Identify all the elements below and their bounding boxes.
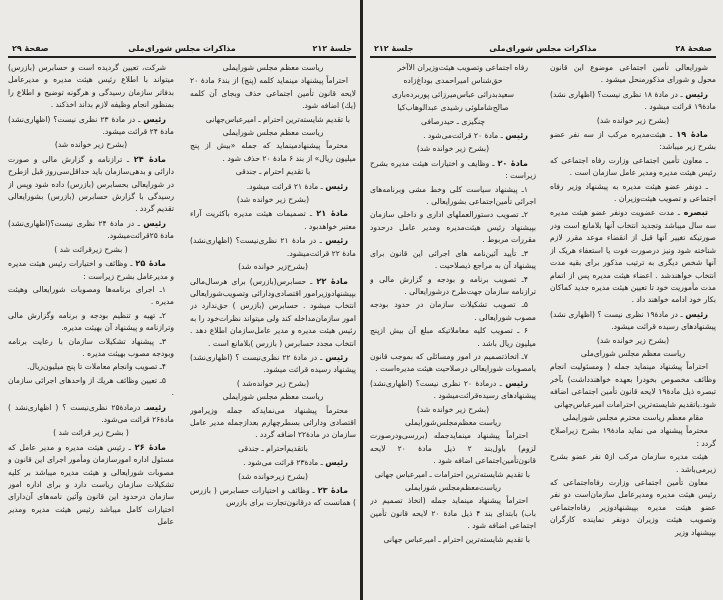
paragraph-text: ۱ـ پیشنهاد سیاست کلی وخط مشی وبرنامه‌های اجرائی تأمین‌اجتماعی بشورایعالی . <box>370 184 536 207</box>
paragraph <box>190 180 356 193</box>
paragraph-text: ( بشرح زیرقرائت شد ) <box>54 244 128 254</box>
session-number: جلسهٔ ۲۱۲ <box>374 44 414 53</box>
paragraph-text: ـ مدت عضویت دونفر عضو هیئت مدیره سه سال میباشد وتجدید انتخاب آنها بلامانع است ودر صورتیکه تغییر آنها قبل از انقضاء موعد مقرر لازم شناخته شود ونیز درصورت فوت یا استعفاء هریک از آنها شخص دیگری به ترتیب مذکور برای بقیه مدت انتخاب خواهندشد . اعضاء هیئت مدیره پس از اتمام مدت مأموریت خود تا تعیین هیئت مدیره جدید کماکان بکار خود ادامه خواهند داد . <box>550 208 716 305</box>
paragraph-text: ـ مادهٔ ۲۰ قرائت‌می‌شود . <box>423 131 506 141</box>
bold-lead: رئیس <box>325 457 348 468</box>
paragraph <box>8 310 174 335</box>
paragraph <box>550 88 716 114</box>
bold-lead: تبصره <box>683 207 708 218</box>
paragraph <box>370 184 536 209</box>
bold-lead: مادهٔ ۲۳ <box>317 485 349 495</box>
paragraph-text: (بشرح زیر خوانده‌شد ) <box>236 378 310 388</box>
paragraph <box>190 456 356 469</box>
paragraph-text: ـ رئیس هیئت مدیره و مدیر عامل که مسئول اداره امورسازمان ومأمور اجرای این قانون و مصوبات شورایعالی و هیئت مدیره میباشد بر کلیه تشکیلات سازمان ریاست دارد و برای اداره امور سازمان درحدود این قانون وآئین نامه‌های آن‌دارای اختیارات کامل میباشد رئیس هیئت مدیره ومدیر عامل <box>8 442 174 527</box>
paragraph <box>370 495 536 532</box>
paragraph <box>550 361 716 411</box>
bold-lead: رئیس <box>505 377 528 388</box>
paragraph-text: ـ وظائف و اختیارات حسابرس ( بازرس ) همانست که درقانون‌تجارت برای بازرس <box>190 486 356 508</box>
centered-line <box>370 102 536 114</box>
paragraph <box>370 377 536 403</box>
bold-lead: مادهٔ ۱۹ <box>676 129 708 140</box>
paragraph-text: (بشرح زیر خوانده شد) <box>596 115 670 125</box>
paragraph <box>550 477 716 539</box>
paragraph-text: سعیدبدرائی عباس‌میرزائی پوربرده‌باری <box>391 89 515 99</box>
paragraph <box>370 209 536 246</box>
paragraph-text: (بشرح زیر خوانده شد) <box>54 140 128 150</box>
paragraph-text: ـ دونفر عضو هیئت مدیره به پیشنهاد وزیر رفاه اجتماعی و تصویب هیئت‌وزیران . <box>550 181 716 204</box>
page-header <box>8 44 356 58</box>
paragraph-text: ـ در مادهٔ ۲۴ نظری نیست؟(اظهاری‌نشد) مادهٔ ۲۵قرائت‌میشود. <box>8 218 174 241</box>
centered-line <box>550 412 716 424</box>
page-header <box>370 44 716 58</box>
paragraph-text: ـ وظائف و اختیارات رئیس هیئت مدیره و مدیرعامل بشرح زیراست : <box>8 259 174 281</box>
paragraph <box>550 451 716 476</box>
paragraph-text: ریاست معظم مجلس شورایملی <box>222 63 324 72</box>
paragraph <box>190 484 356 510</box>
bold-lead: مادهٔ ۲۱ <box>316 208 349 219</box>
paragraph-text: ۱ـ اجرای برنامه‌ها ومصوبات شورایعالی وهیئت مدیره . <box>8 284 174 307</box>
paragraph <box>370 157 536 183</box>
paragraph-text: ـ معاون تأمین اجتماعی وزارت رفاه اجتماعی که رئیس هیئت مدیره ومدیر عامل سازمان است . <box>550 155 716 178</box>
bold-lead: رئیس <box>325 235 348 246</box>
paragraph-text: محترماً پیشنهاد می نماید مادهٔ۱۹ بشرح زیراصلاح گردد : <box>550 426 716 448</box>
bold-lead: مادهٔ ۲۰ <box>497 157 528 168</box>
centered-line <box>370 482 536 494</box>
paragraph-text: (بشرح زیر خوانده شد) <box>416 404 490 414</box>
paragraph-text: چنگیزی ـ حیدرصافی <box>420 116 486 126</box>
bold-lead: مادهٔ ۲۵ <box>135 258 167 269</box>
paragraph-text: ـ در مادهٔ ۲۲ نظری‌نیست ؟ (اظهاری‌نشد) پیشنهاد رسیده قرائت میشود. <box>190 352 356 375</box>
paragraph-text: معاون تأمین اجتماعی وزارت رفاه‌اجتماعی که رئیس هیئت مدیره ومدیرعامل سازمان‌است دو نفر عضو هیئت مدیره بپیشنهادوزیر رفاه‌اجتماعی وتصویب هیئت وزیران دونفر نماینده کارگران بپیشنهاد وزیر <box>550 478 716 537</box>
paragraph-text: با تقدیم احترام ـ جندقی <box>235 167 311 177</box>
paragraph-text: ۶ ـ تصویب کلیه معاملاتیکه مبلغ آن بیش ازپنج میلیون ریال باشد . <box>370 326 536 348</box>
bold-lead: رئیس <box>146 401 166 412</box>
centered-line <box>190 391 356 403</box>
paragraph <box>8 361 174 373</box>
paragraph-text: ـ در مادهٔ ۲۳ نظری نیست؟ (اظهاری‌نشد) مادهٔ ۲۴ قرائت میشود. <box>8 114 174 137</box>
paragraph <box>550 181 716 206</box>
page-number: صفحهٔ ۲۸ <box>675 44 712 53</box>
paragraph-text: رفاه اجتماعی وتصویب هیئت‌وزیران الاآخر <box>397 63 528 72</box>
paragraph-text: با تقدیم شایسته‌ترین احترامات ـ امیرعباس جهانی <box>374 469 530 479</box>
centered-line <box>190 471 356 483</box>
centered-line <box>550 115 716 127</box>
bold-lead: رئیس <box>143 217 166 228</box>
bold-lead: مادهٔ ۲۲ <box>316 275 349 286</box>
paragraph-text: ـ مادهٔ۲۳ قرائت می‌شود . <box>243 458 326 468</box>
signature-line <box>190 114 356 126</box>
bold-lead: رئیس <box>325 351 349 362</box>
paragraph-text: ریاست معظم مجلس شورایملی <box>222 128 324 138</box>
paragraph <box>550 308 716 334</box>
paragraph <box>190 351 356 377</box>
text-column-right <box>550 62 716 562</box>
paragraph <box>8 257 174 283</box>
paragraph-text: با تقدیم شایسته‌ترین احترام ـ امیرعباس جهانی <box>383 534 530 544</box>
paragraph-text: (بشرح‌زیر خوانده شد) <box>238 262 308 272</box>
paragraph-text: ریاست معظم مجلس شورای‌ملی <box>580 348 686 358</box>
paragraph <box>8 441 174 529</box>
paragraph <box>8 153 174 216</box>
paragraph-text: (بشرح زیر خوانده شد) <box>416 144 490 154</box>
paragraph-text: ۳ـ پیشنهاد تشکیلات سازمان با رعایت برنامه وبودجه مصوب بهیئت مدیره . <box>8 336 174 358</box>
page-29 <box>8 0 356 600</box>
centered-line <box>550 348 716 360</box>
centered-line <box>8 139 174 151</box>
paragraph-text: ۳ـ تأیید آئین‌نامه های اجرائی این قانون برای پیشنهاد آن به مراجع ذیصلاحیت . <box>370 248 536 271</box>
paragraph-text: هیئت مدیره سازمان مرکب از۵ نفر عضو بشرح زیرمی‌باشد . <box>550 452 716 474</box>
signature-line <box>370 469 536 481</box>
paragraph-text: ـ حسابرس(بازرس) برای هرسال‌مالی بپیشنهادوزیرامور اقتصادی‌ودارائی وتصویب‌شورایعالی انتخاب میشود . حسابرس (بازرس ) حق‌ندارد در امور سازمان‌مداخله کند ولی میتواند نظرات‌خود را به رئیس هیئت مدیره و مدیر عامل‌سازمان اطلاع دهد . انتخاب مجدد حسابرس ( بازرس )بلامانع است . <box>190 276 356 348</box>
paragraph-text: باتقدیم‌احترام ـ جندقی <box>238 443 308 453</box>
paragraph-text: ـ ترازنامه و گزارش مالی و صورت دارائی و بدهی‌سازمان باید حداقل‌سی‌روز قبل ازطرح در شورایعالی بحسابرس (بازرس) داده شود وپس از رسیدگی با گزارش حسابرس (بازرس) بشورایعالی تقدیم گردد . <box>8 154 174 214</box>
bold-lead: رئیس <box>325 180 348 191</box>
paragraph <box>370 299 536 324</box>
bold-lead: رئیس <box>143 113 167 124</box>
centered-line <box>8 427 174 439</box>
centered-line <box>190 62 356 74</box>
paragraph-text: (بشرح زیر خوانده شد) <box>596 335 670 345</box>
paragraph-text: ۵ـ تعیین وظائف هریك از واحدهای اجرائی سازمان . <box>8 375 174 398</box>
bold-lead: مادهٔ ۲۶ <box>134 441 166 452</box>
paragraph <box>8 284 174 309</box>
paragraph-text: ـ در مادهٔ ۱۸ نظری نیست؟ (اظهاری نشد) مادهٔ۱۹ قرائت میشود . <box>550 89 716 112</box>
paragraph <box>190 140 356 165</box>
page-28 <box>370 0 716 600</box>
paragraph <box>550 155 716 180</box>
paragraph <box>370 248 536 273</box>
centered-line <box>190 378 356 390</box>
paragraph-text: ( بشرح زیر قرائت شد ) <box>53 428 129 438</box>
centered-line <box>370 417 536 429</box>
signature-line <box>370 534 536 546</box>
paragraph-text: ـ مادهٔ ۲۱ قرائت میشود. <box>246 181 326 191</box>
paragraph-text: شورایعالی تأمین اجتماعی موضوع این قانون محول و شورای مذکورمنحل میشود . <box>550 63 716 85</box>
paragraph <box>550 62 716 87</box>
centered-line <box>8 244 174 256</box>
paragraph-text: ـ وظایف و اختیارات هیئت مدیره بشرح زیراست : <box>370 158 536 181</box>
paragraph <box>8 375 174 400</box>
paragraph <box>370 430 536 467</box>
page-spine-divider <box>360 0 363 600</box>
paragraph-text: ـ درمادهٔ ۲۰ نظری نیست؟ (اظهاری‌نشد) پیشنهادهای رسیده‌قرائت‌میشود . <box>370 378 536 401</box>
paragraph-text: شرکت، تعیین گردیده است و حسابرس (بازرس) میتواند با اطلاع رئیس هیئت مدیره و مدیرعامل بدفاتر سازمان رسیدگی و هرگونه توضیح و اطلاع را بمنظور انجام وظیفه لازم بداند اخذکند . <box>8 63 174 110</box>
paragraph-text: ۴ـ تصویب برنامه و بودجه و گزارش مالی و ترازنامه سازمان جهت‌طرح درشورایعالی . <box>370 274 536 296</box>
paragraph <box>370 274 536 299</box>
paragraph-text: حق‌شناس امیراحمدی بوداغ‌زاده <box>403 76 503 86</box>
running-title: مذاکرات مجلس شورای‌ملی <box>489 44 597 53</box>
centered-line <box>550 335 716 347</box>
paragraph <box>190 405 356 442</box>
paragraph-text: ـ هیئت‌مدیره مرکب از سه نفر عضو بشرح زیر میباشد: <box>550 130 716 152</box>
text-column-left <box>370 62 536 562</box>
paragraph <box>370 129 536 142</box>
centered-line <box>190 166 356 178</box>
paragraph-text: احتراماً پیشنهاد مینماید کلمه (پنج) از بند۶ مادهٔ ۲۰ لایحه قانون تأمین اجتماعی حذف وبجای آن کلمه (یك) اضافه شود. <box>190 76 356 111</box>
paragraph <box>550 425 716 450</box>
paragraph-text: محترماً پیشنهاد می‌نمایدکه جمله وزیرامور اقتصادی ودارائی بسطرچهارم بعدازجمله مدیر عامل سازمان در مادهٔ۲۲ اضافه گردد . <box>190 405 356 440</box>
paragraph <box>190 234 356 260</box>
paragraph-text: محترماً پیشنهادمینماید که جمله «بیش از پنج میلیون ریال» از بند ۶ مادهٔ ۲۰ حذف شود . <box>190 141 356 163</box>
paragraph <box>8 336 174 361</box>
paragraph-text: (بشرح زیر خوانده شد) <box>236 195 310 205</box>
centered-line <box>190 194 356 206</box>
paragraph-text: احتراماً پیشنهاد مینماید جمله ( ومسئولیت انجام وظائف مخصوص بخودرا بعهده خواهندداشت) بآخر تبصره ذیل مادهٔ۱۹ لایحه قانون تأمین اجتماعی اضافه شود.باتقدیم شایسته‌ترین احترامات امیرعباس‌جهانی <box>550 362 716 409</box>
paragraph-text: با تقدیم شایسته‌ترین احترام ـ امیرعباس‌جهانی <box>205 114 350 124</box>
centered-line <box>190 443 356 455</box>
paragraph-text: صالح‌شاملوئی رشیدی عبدالوهاب‌کیا <box>397 103 509 113</box>
paragraph <box>8 401 174 427</box>
paragraph-text: احتراماً پیشنهاد مینمایدجمله (بررسی‌ودرصورت لزوم) باول‌بند ۲ ذیل مادهٔ ۲۰ لایحه قانون‌تأمین‌اجتماعی اضافه شود . <box>370 431 536 466</box>
paragraph-text: ۲ـ تصویب دستورالعملهای اداری و داخلی سازمان بپیشنهاد رئیس هیئت‌مدیره ومدیر عامل درحدود مقررات مربوط . <box>370 210 536 245</box>
paragraph-text: ۵ـ تصویب تشکیلات سازمان در حدود بودجه مصوب شورایعالی . <box>370 300 536 322</box>
paragraph-text: ریاست معظم مجلس شورایملی <box>222 392 324 402</box>
paragraph <box>370 325 536 350</box>
paragraph-text: ـ درمادهٔ۲۵ نظری‌نیست ؟ ( اظهاری‌نشد ) مادهٔ۲۶ قرائت می‌شود. <box>8 402 174 424</box>
centered-line <box>190 261 356 273</box>
paragraph-text: ریاست معظم‌مجلس‌شورایملی <box>405 417 501 427</box>
centered-line <box>370 116 536 128</box>
centered-line <box>370 404 536 416</box>
paragraph <box>8 217 174 243</box>
text-column-left <box>8 62 174 562</box>
paragraph-text: ـ در مادهٔ۱۹ نظری نیست ؟ (اظهاری نشد) پیشنهادهای رسیده قرائت میشود. <box>550 309 716 332</box>
paragraph-text: ۷ـ اتخاذتصمیم در امور ومسائلی که بموجب قانون یامصوبات شورایعالی درصلاحیت هیئت مدیره‌است . <box>370 351 536 374</box>
paragraph-text: مقام معظم ریاست محترم مجلس شورایملی <box>562 412 704 422</box>
session-number: جلسهٔ ۲۱۲ <box>312 44 352 53</box>
paragraph-text: ۲ـ تهیه و تنظیم بودجه و برنامه وگزارش مالی وترازنامه و پیشنهاد آن بهیئت مدیره. <box>8 310 174 333</box>
paragraph <box>8 62 174 112</box>
bold-lead: مادهٔ ۲۴ <box>133 153 167 164</box>
centered-line <box>370 143 536 155</box>
paragraph <box>550 128 716 154</box>
paragraph-text: ـ در مادهٔ ۲۱ نظری‌نیست؟ (اظهاری‌نشد) مادهٔ ۲۲ قرائت‌میشود. <box>190 236 356 258</box>
text-column-right <box>190 62 356 562</box>
centered-line <box>190 127 356 139</box>
paragraph-text: ـ تصمیمات هیئت مدیره باکثریت آراء معتبر خواهدبود . <box>190 209 356 231</box>
running-title: مذاکرات مجلس شورای‌ملی <box>128 44 236 53</box>
paragraph-text: ریاست‌معظم‌مجلس شورایملی <box>405 483 501 492</box>
paragraph <box>190 275 356 350</box>
centered-line <box>370 89 536 101</box>
paragraph-text: ۴ـ تصویب وانجام معاملات تا پنج میلیون‌ریال. <box>26 362 166 372</box>
paragraph <box>550 206 716 306</box>
centered-line <box>370 75 536 87</box>
paragraph <box>190 207 356 233</box>
paragraph-text: احتراماً پیشنهاد مینماید جمله (اتخاذ تصمیم در باب) بابتدای بند ۴ ذیل مادهٔ ۲۰ لایحه قانون تأمین اجتماعی اضافه شود . <box>370 496 536 531</box>
bold-lead: رئیس <box>685 308 708 319</box>
paragraph-text: (بشرح زیرخوانده شد) <box>238 471 308 481</box>
paragraph <box>8 113 174 139</box>
page-number: صفحهٔ ۲۹ <box>12 44 49 53</box>
paragraph <box>190 75 356 112</box>
paragraph <box>370 351 536 376</box>
bold-lead: رئیس <box>685 88 708 99</box>
bold-lead: رئیس <box>505 130 528 141</box>
paragraph <box>370 62 536 74</box>
